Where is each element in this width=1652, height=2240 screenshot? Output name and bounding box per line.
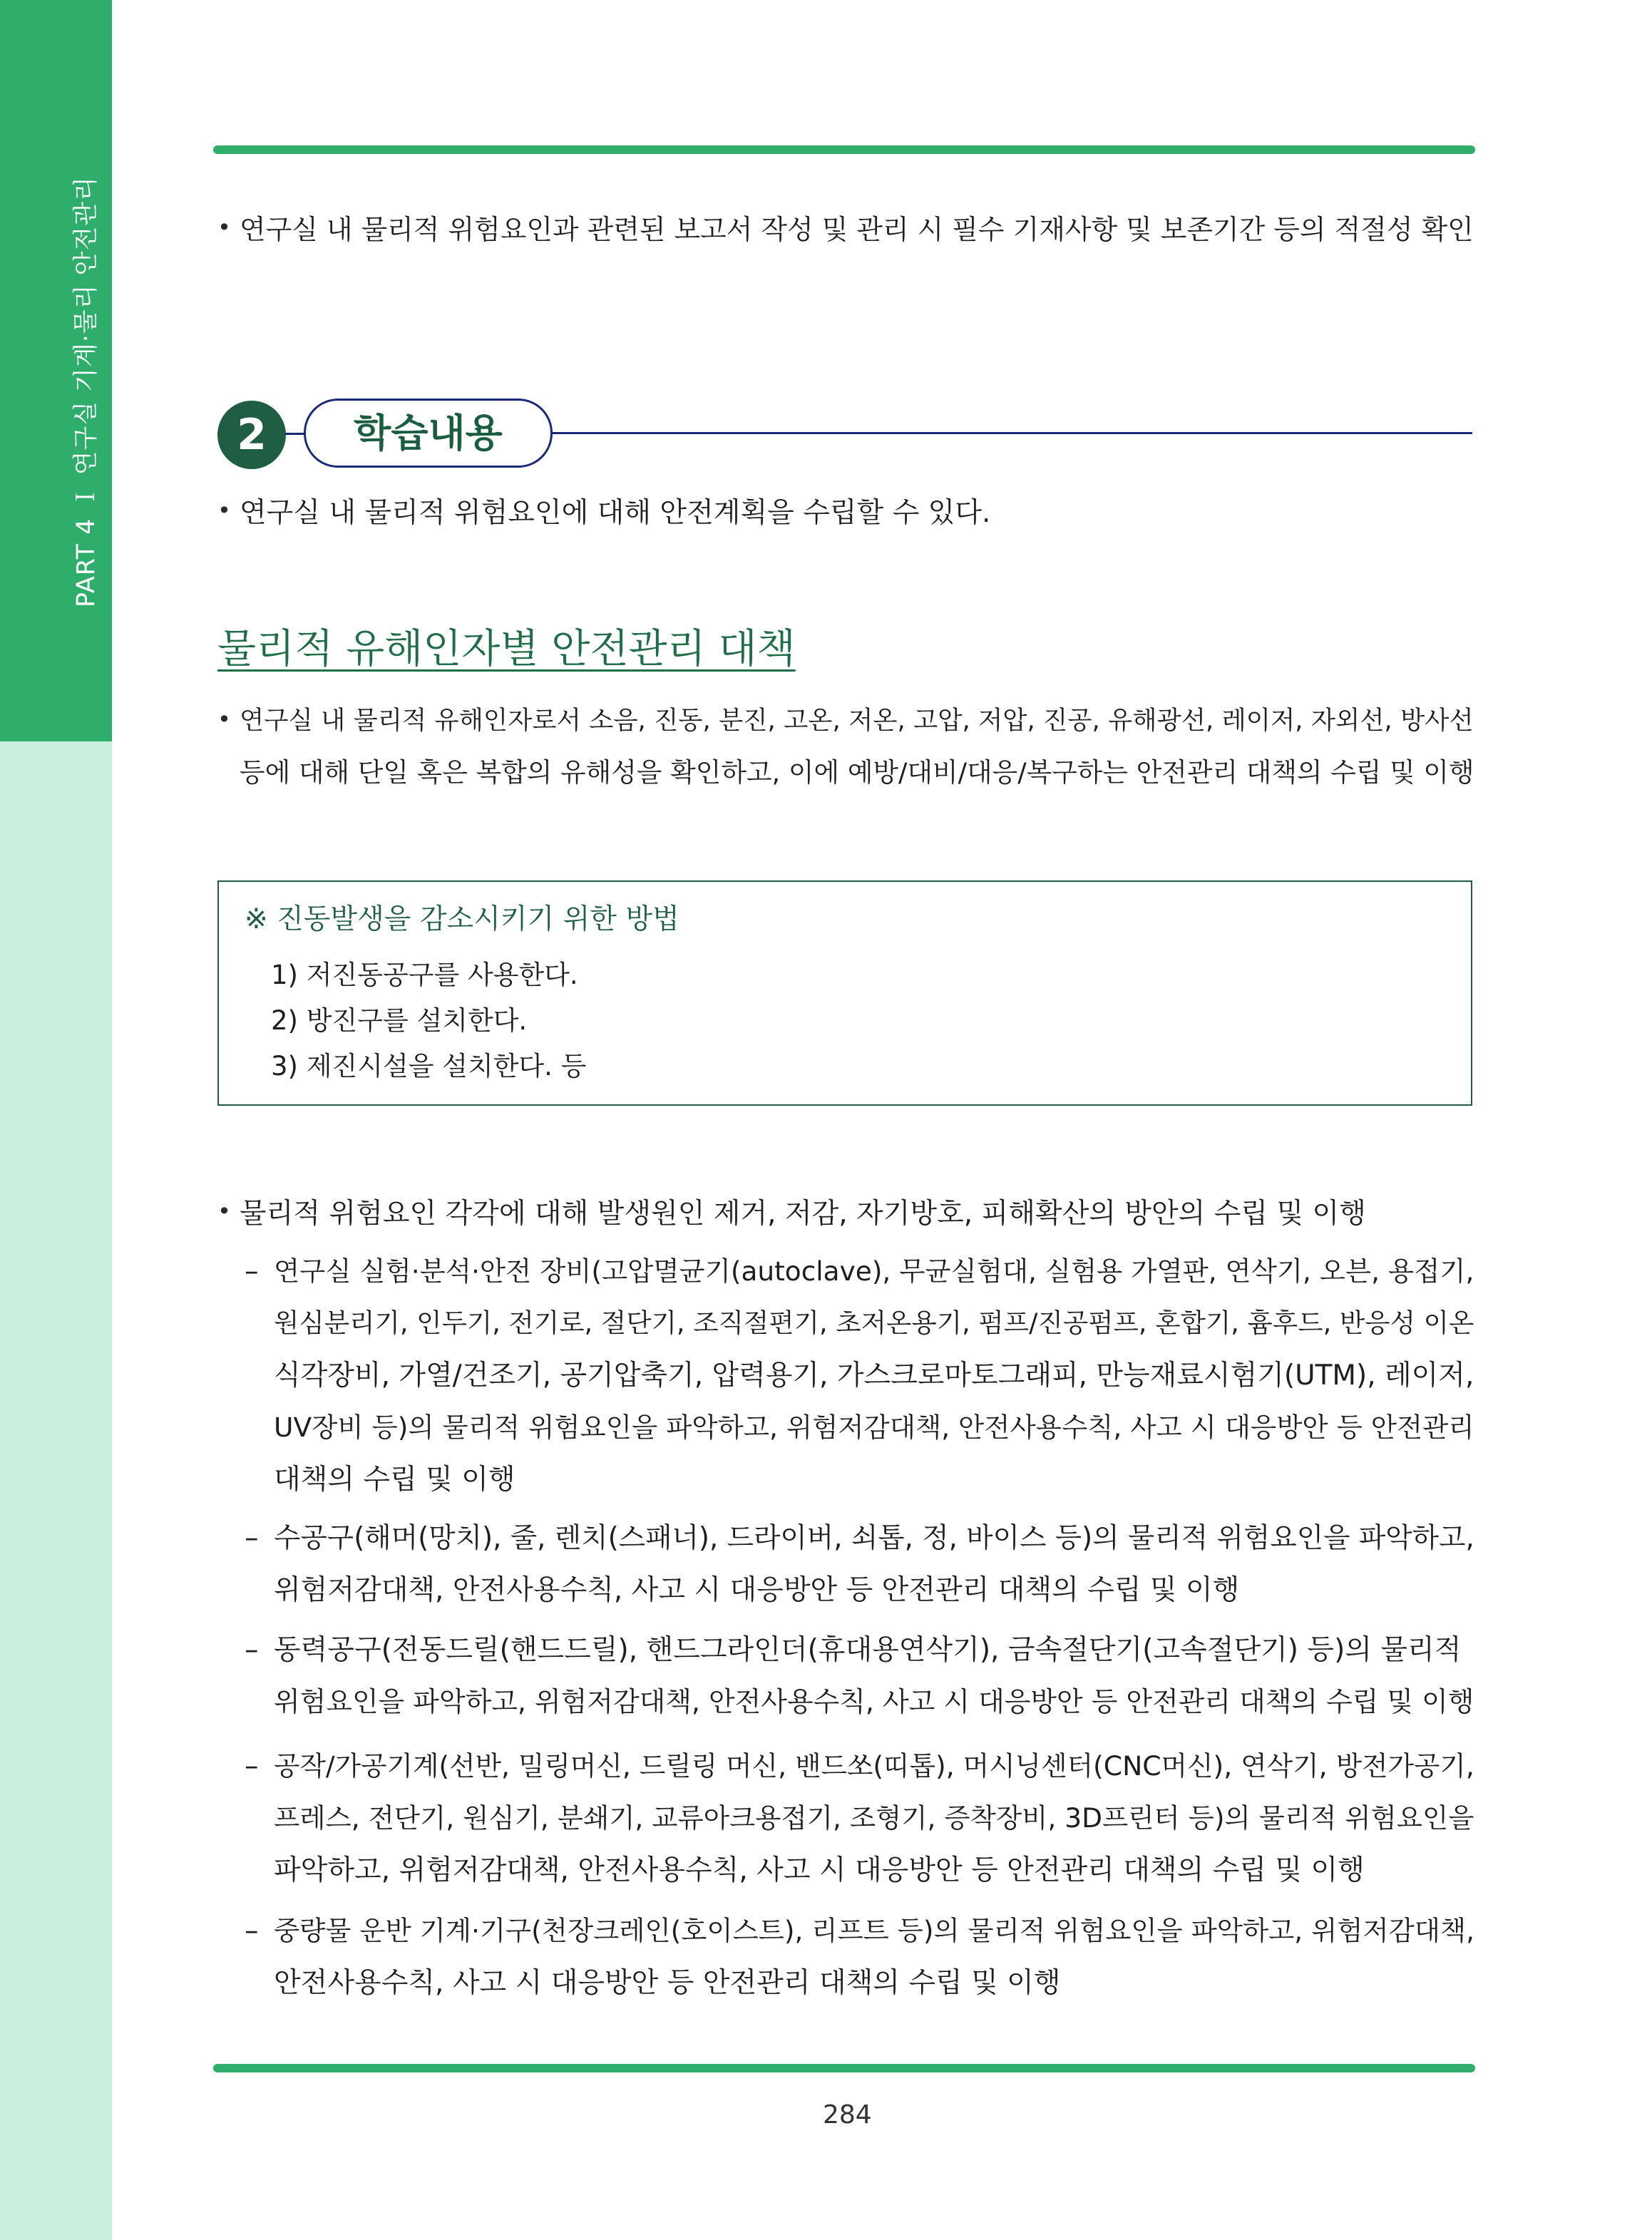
- sub1-line1: 연구실 실험·분석·안전 장비(고압멸균기(autoclave), 무균실험대, 실험용 가열판, 연삭기, 오븐, 용접기,: [274, 1255, 1474, 1287]
- sub1-line3: 식각장비, 가열/건조기, 공기압축기, 압력용기, 가스크로마토그래피, 만능재료시험기(UTM), 레이저,: [274, 1360, 1474, 1392]
- para2-bullet-text: 물리적 위험요인 각각에 대해 발생원인 제거, 저감, 자기방호, 피해확산의 방안의 수립 및 이행: [240, 1198, 1366, 1230]
- sub1-line4: UV장비 등)의 물리적 위험요인을 파악하고, 위험저감대책, 안전사용수칙, 사고 시 대응방안 등 안전관리: [274, 1412, 1474, 1443]
- section-rule: [553, 432, 1472, 434]
- sidebar-part-label: PART 4 Ｉ 연구실 기계·물리 안전관리: [72, 176, 101, 607]
- note-item-1: 1) 저진동공구를 사용한다.: [271, 960, 578, 990]
- sub4-line2: 프레스, 전단기, 원심기, 분쇄기, 교류아크용접기, 조형기, 증착장비, 3D프린터 등)의 물리적 위험요인을: [274, 1802, 1474, 1834]
- note-item-2: 2) 방진구를 설치한다.: [271, 1005, 528, 1036]
- bullet-icon: •: [217, 706, 231, 733]
- sidebar-lower-band: [0, 741, 112, 2240]
- para1-line2: 등에 대해 단일 혹은 복합의 유해성을 확인하고, 이에 예방/대비/대응/복구하는 안전관리 대책의 수립 및 이행: [240, 757, 1474, 788]
- sub2-line2: 위험저감대책, 안전사용수칙, 사고 시 대응방안 등 안전관리 대책의 수립 및 이행: [274, 1574, 1240, 1606]
- bottom-rule: [213, 2064, 1475, 2072]
- sub4-line1: 공작/가공기계(선반, 밀링머신, 드릴링 머신, 밴드쏘(띠톱), 머시닝센터(CNC머신), 연삭기, 방전가공기,: [274, 1750, 1474, 1782]
- dash-icon: –: [245, 1522, 259, 1554]
- page-heading: 물리적 유해인자별 안전관리 대책: [217, 626, 796, 672]
- dash-icon: –: [245, 1750, 259, 1782]
- note-item-3: 3) 제진시설을 설치한다. 등: [271, 1051, 587, 1082]
- sub4-line3: 파악하고, 위험저감대책, 안전사용수칙, 사고 시 대응방안 등 안전관리 대책의 수립 및 이행: [274, 1854, 1365, 1886]
- page-number: 284: [823, 2100, 872, 2129]
- bullet-icon: •: [217, 214, 231, 241]
- bullet-icon: •: [217, 1198, 231, 1225]
- dash-icon: –: [245, 1255, 259, 1288]
- sub5-line2: 안전사용수칙, 사고 시 대응방안 등 안전관리 대책의 수립 및 이행: [274, 1967, 1061, 1999]
- dash-icon: –: [245, 1634, 259, 1666]
- intro-bullet-text: 연구실 내 물리적 위험요인과 관련된 보고서 작성 및 관리 시 필수 기재사항 및 보존기간 등의 적절성 확인: [240, 214, 1474, 245]
- sub5-line1: 중량물 운반 기계·기구(천장크레인(호이스트), 리프트 등)의 물리적 위험요인을 파악하고, 위험저감대책,: [274, 1915, 1474, 1946]
- sub1-line2: 원심분리기, 인두기, 전기로, 절단기, 조직절편기, 초저온용기, 펌프/진공펌프, 혼합기, 흄후드, 반응성 이온: [274, 1307, 1474, 1338]
- para1-line1: 연구실 내 물리적 유해인자로서 소음, 진동, 분진, 고온, 저온, 고압, 저압, 진공, 유해광선, 레이저, 자외선, 방사선: [240, 706, 1474, 735]
- sub2-line1: 수공구(해머(망치), 줄, 렌치(스패너), 드라이버, 쇠톱, 정, 바이스 등)의 물리적 위험요인을 파악하고,: [274, 1522, 1474, 1554]
- section-number-badge: 2: [217, 401, 286, 469]
- bullet-icon: •: [217, 497, 231, 524]
- dash-icon: –: [245, 1915, 259, 1947]
- sub3-line1: 동력공구(전동드릴(핸드드릴), 핸드그라인더(휴대용연삭기), 금속절단기(고속절단기) 등)의 물리적: [274, 1634, 1462, 1666]
- sub3-line2: 위험요인을 파악하고, 위험저감대책, 안전사용수칙, 사고 시 대응방안 등 안전관리 대책의 수립 및 이행: [274, 1686, 1474, 1717]
- section-title: 학습내용: [304, 399, 553, 468]
- sub1-line5: 대책의 수립 및 이행: [274, 1464, 515, 1496]
- top-rule: [213, 145, 1475, 154]
- section-connector: [285, 433, 305, 435]
- section-bullet-text: 연구실 내 물리적 위험요인에 대해 안전계획을 수립할 수 있다.: [240, 497, 991, 529]
- note-title: ※ 진동발생을 감소시키기 위한 방법: [245, 903, 679, 935]
